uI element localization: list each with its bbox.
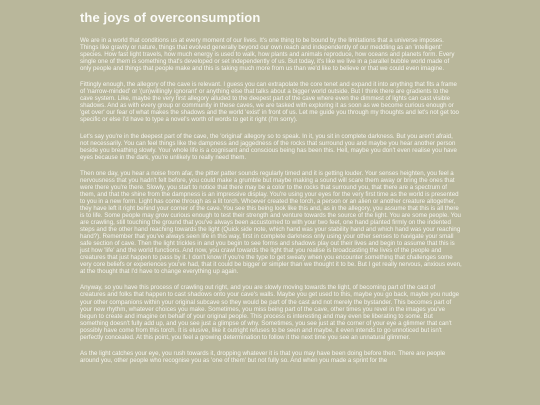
post-paragraph: Fittingly enough, the allegory of the cave is relevant. I guess you can extrapolate the core tenet and expand it into anything that fits a frame of 'narrow-minded' or '(un)willingly ignorant' or anything else that talks about a bigger world outside. But I think there are gradients to the cave system. Like, maybe the very first allegory alluded to the deepest part of the cave where even the dimmest of lights can cast visible shadows. And as with every group or community in these caves, we are tasked with exploring it as soon as we become curious enough or 'get over' our fear of what makes the shadows and the world 'exist' in front of us. Let me guide you through my thoughts and let's not get too specific or else I'd have to type a novel's worth of words to get it right (I'm sorry).	[80, 81, 459, 124]
post-title: the joys of overconsumption	[80, 10, 261, 25]
post-paragraph: We are in a world that conditions us at every moment of our lives. It's one thing to be bound by the limitations that a universe imposes. Things like gravity or nature, things that evolved generally beyond our own reach and independently of our meddling as an 'intelligent' species. How fast light travels, how much energy is used to walk, how plants and animals reproduce, how oceans and planets form. Every single one of them is something that's developed or set independently of us. But today, it's like we live in a parallel bubble world made of only people and things that people make and this is taking much more from us than we'd like to believe or that we could even imagine.	[80, 37, 455, 73]
post-paragraph: Anyway, so you have this process of crawling out right, and you are slowly moving towards the light, of becoming part of the cast of creatures and folks that happen to cast shadows onto your cave's walls. Maybe you get used to this, maybe you go back, maybe you nudge your other companions within your original subcave so they would be part of the cast and not merely the bystander. This becomes part of your new rhythm, whatever choices you make. Sometimes, you miss being part of the cave, other times you revel in the images you've begun to create and imagine on behalf of your original people. This process is interesting and may even be liberating to some. But something doesn't fully add up, and you see just a glimpse of why. Sometimes, you see just at the corner of your eye a glimmer that can't possibly have come from this torch. It is elusive, like it outright refuses to be seen and maybe, it even intends to go unnoticed but isn't perfectly concealed. At this point, you feel a growing determination to follow it the next time you see an unnatural glimmer.	[80, 284, 460, 341]
post-paragraph: Let's say you're in the deepest part of the cave, the 'original' allegory so to speak. In it, you sit in complete darkness. But you aren't afraid, not necessarily. You can feel things like the dampness and jaggedness of the rocks that surround you and maybe you hear another person beside you breathing slowly. Your whole life is a cognisant and conscious being has been this. Hell, maybe you don't even realise you have eyes because in the dark, you're unlikely to really need them.	[80, 132, 457, 161]
post-paragraph: As the light catches your eye, you rush towards it, dropping whatever it is that you may have been doing before then. There are people around you, other people who recognise you as 'one of them' but not fully so. And when you made a sprint for the	[80, 349, 446, 364]
post-body	[80, 37, 462, 364]
post-paragraph: Then one day, you hear a noise from afar, the pitter patter sounds regularly timed and it is getting louder. Your senses heighten, you feel a nervousness that you hadn't felt before, you could make a grumble but maybe making a sound will scare them away or bring the ones that were there you're there. Slowly, you start to notice that there may be a color to the rocks that surround you, that there are a spectrum of them, and that the shine from the dampness is an impressive display. You're using your eyes for the very first time as the world is presented to you in a new form. Light has come through as a lit torch. Whoever created the torch, a person or an alien or another creature altogether, they have left it right behind your corner of the cave. You see this being look like this and, as in the allegory, you assume that this is all there is to life. Some people may grow curious enough to test their strength and venture towards the source of the light. You are some people. You are crawling, still touching the ground that you've always been accustomed to with your two feet, one hand planted firmly on the indented steps and the other hand reaching towards the light (Quick side note, which hand was your stability hand and which hand was your reaching hand?). Remember that you've always seen life in this way, first in complete darkness only using your other senses to navigate your small safe section of cave. Then the light trickles in and you begin to see forms and shadows play out their lives and begin to assume that this is just how 'life' and the world functions. And now, you crawl towards the light that you realise is broadcasting the lives of the people and creatures that just happen to pass by it. I don't know if you're the type to get sweaty when you encounter something that challenges some very core beliefs or experiences you've had, that it could be bigger or simpler than we thought it to be. But I get really nervous, anxious even, at the thought that I'd have to change everything up again.	[80, 169, 462, 276]
